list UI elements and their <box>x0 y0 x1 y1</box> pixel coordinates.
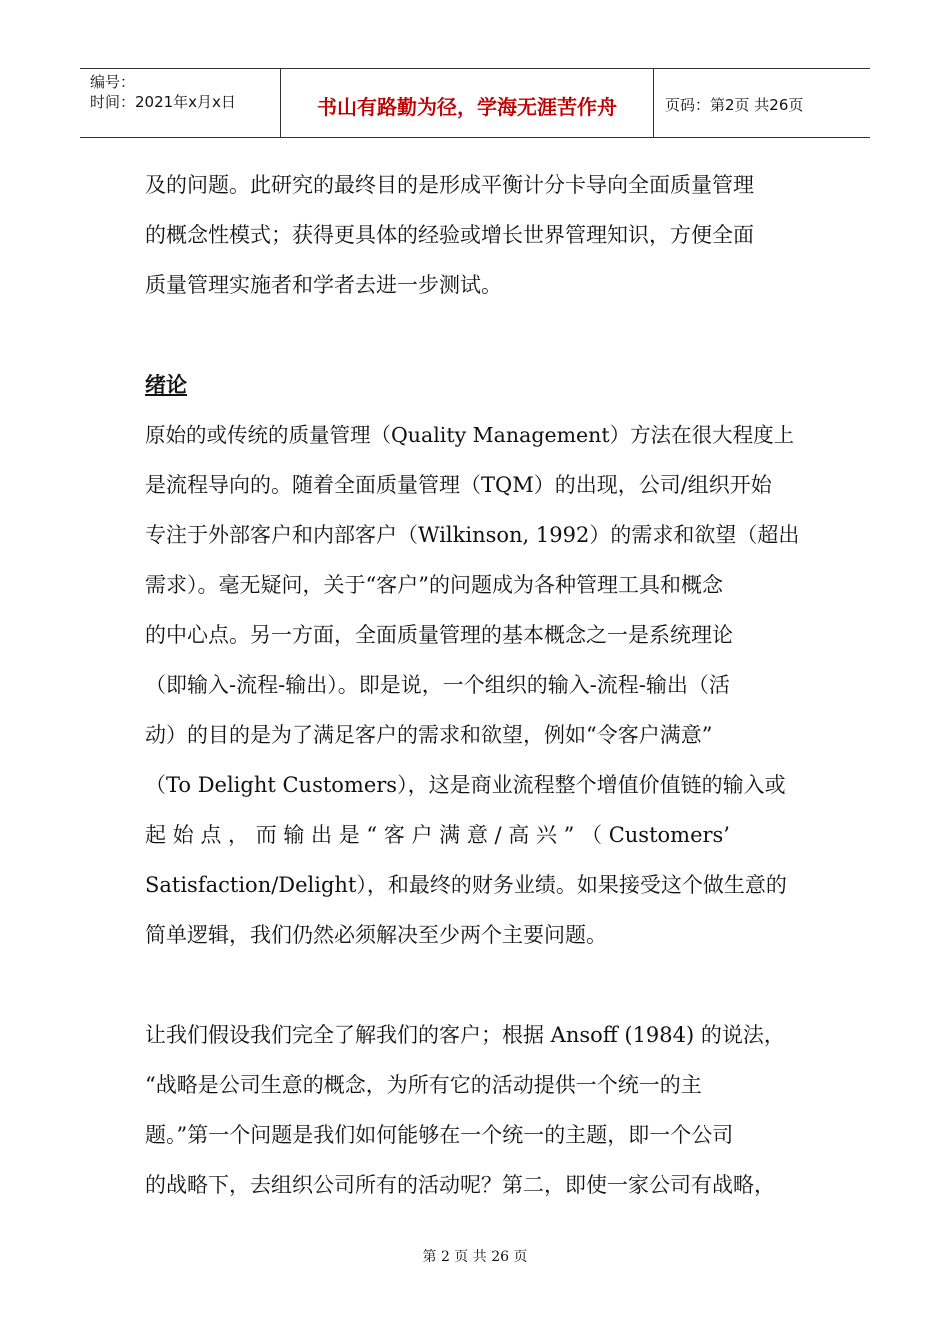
text-line: 动）的目的是为了满足客户的需求和欲望，例如“令客户满意” <box>145 723 713 747</box>
text-line: 的概念性模式；获得更具体的经验或增长世界管理知识，方便全面 <box>145 223 754 247</box>
text-line: 起 始 点 ， 而 输 出 是 “ 客 户 满 意 / 高 兴 ” （ Customers’ <box>145 823 730 847</box>
text-line: 的战略下，去组织公司所有的活动呢？第二，即使一家公司有战略， <box>145 1173 775 1197</box>
header-page-cell <box>655 69 870 137</box>
text-line: 原始的或传统的质量管理（Quality Management）方法在很大程度上 <box>145 423 795 447</box>
header-table <box>80 68 870 138</box>
document-body <box>145 160 805 1210</box>
header-meta-cell <box>80 69 281 137</box>
header-motto: 书山有路勤为径，学海无涯苦作舟 <box>317 95 617 119</box>
document-number-label: 编号： <box>90 73 136 91</box>
text-line: 让我们假设我们完全了解我们的客户；根据 Ansoff (1984) 的说法， <box>145 1023 785 1047</box>
header-page-info: 页码：第2页 共26页 <box>665 96 804 114</box>
text-line: 题。”第一个问题是我们如何能够在一个统一的主题，即一个公司 <box>145 1123 734 1147</box>
text-line: 简单逻辑，我们仍然必须解决至少两个主要问题。 <box>145 923 607 947</box>
text-line: 及的问题。此研究的最终目的是形成平衡计分卡导向全面质量管理 <box>145 173 754 197</box>
header-motto-cell <box>281 69 654 137</box>
text-line: （即输入-流程-输出）。即是说，一个组织的输入-流程-输出（活 <box>145 673 730 697</box>
page-footer: 第 2 页 共 26 页 <box>422 1249 528 1265</box>
text-line: 需求）。毫无疑问，关于“客户”的问题成为各种管理工具和概念 <box>145 573 723 597</box>
text-line: 质量管理实施者和学者去进一步测试。 <box>145 273 502 297</box>
text-line: 是流程导向的。随着全面质量管理（TQM）的出现，公司/组织开始 <box>145 473 772 497</box>
section-heading: 绪论 <box>145 372 187 397</box>
text-line: “战略是公司生意的概念，为所有它的活动提供一个统一的主 <box>145 1073 702 1097</box>
document-time-label: 时间：2021年x月x日 <box>90 93 236 111</box>
text-line: 专注于外部客户和内部客户（Wilkinson, 1992）的需求和欲望（超出 <box>145 523 800 547</box>
text-line: 的中心点。另一方面，全面质量管理的基本概念之一是系统理论 <box>145 623 733 647</box>
text-line: （To Delight Customers），这是商业流程整个增值价值链的输入或 <box>145 773 786 797</box>
text-line: Satisfaction/Delight），和最终的财务业绩。如果接受这个做生意的 <box>145 873 787 897</box>
